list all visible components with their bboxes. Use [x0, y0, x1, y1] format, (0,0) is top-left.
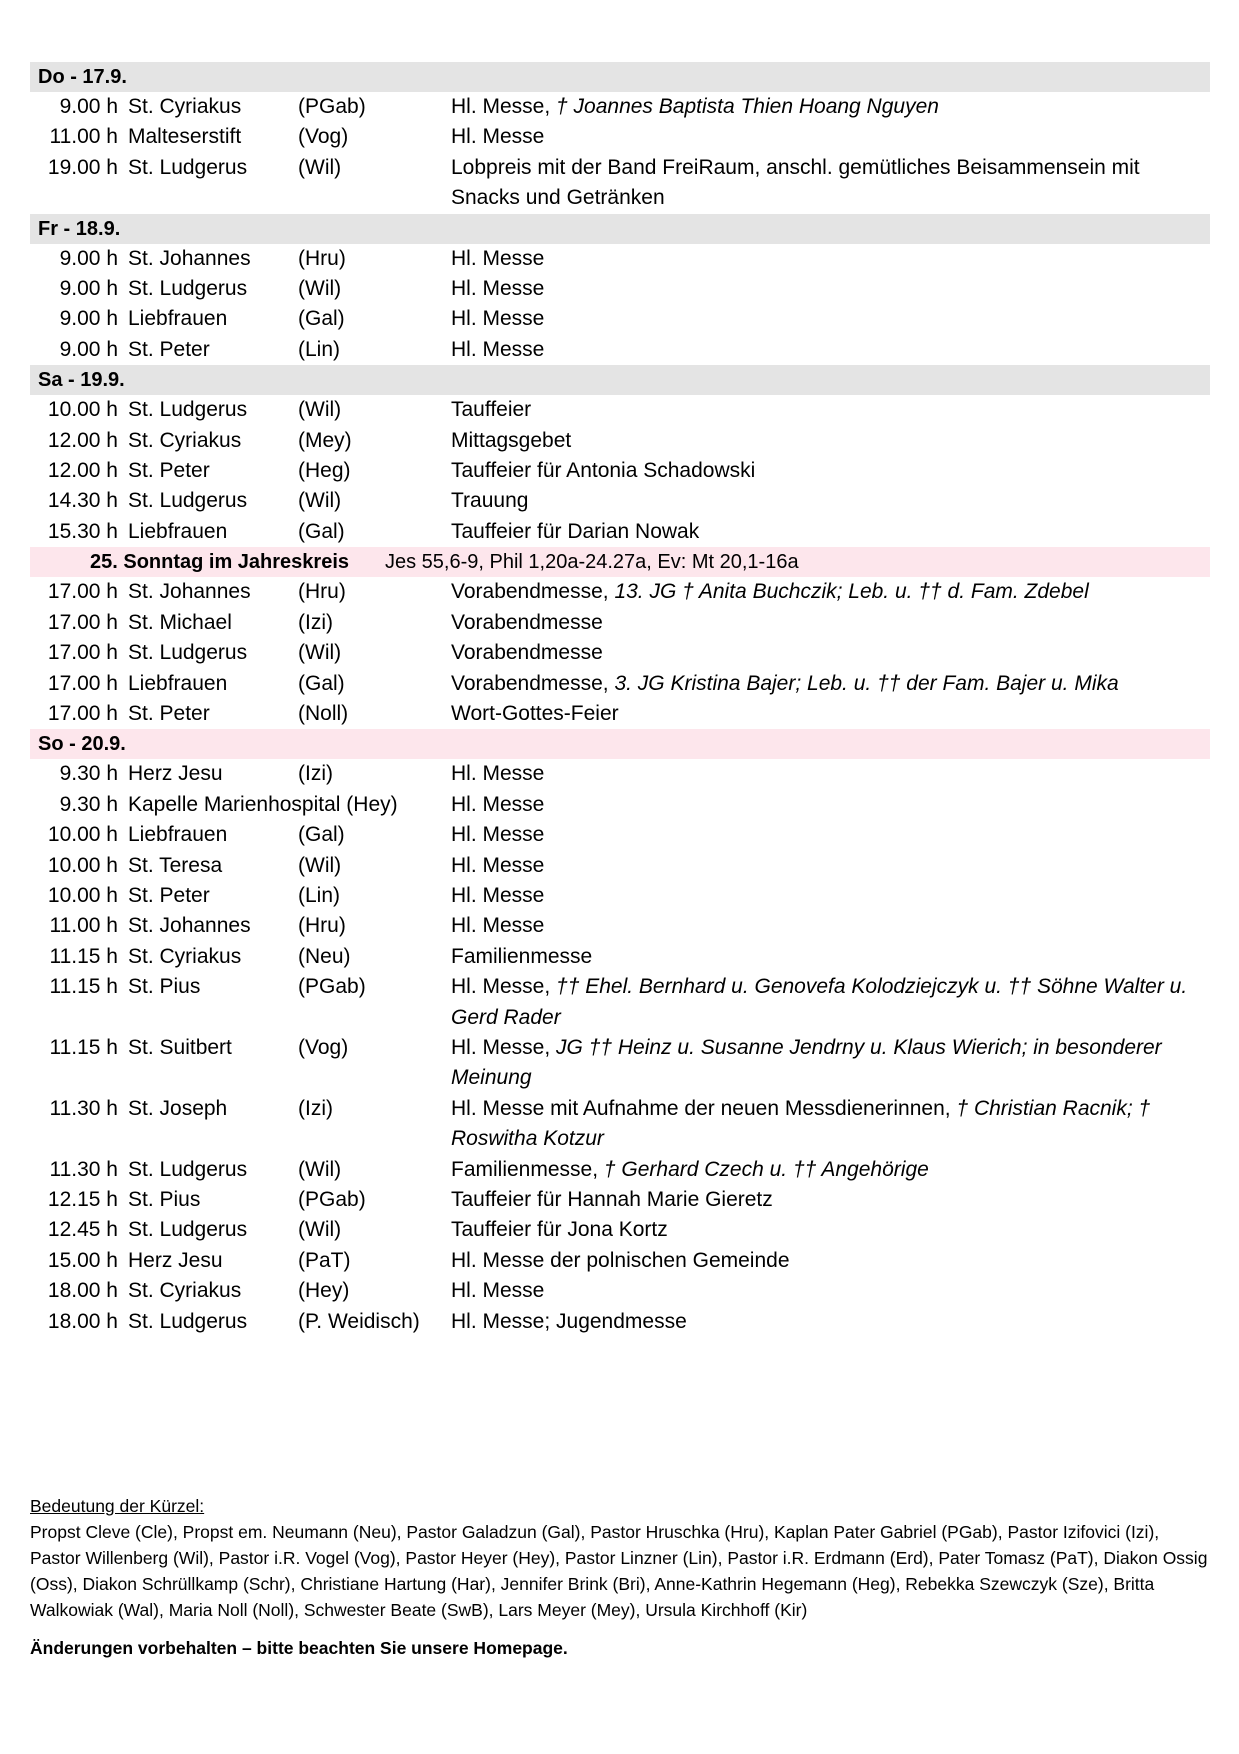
legend [30, 1493, 1210, 1623]
entry-time: 17.00 h [47, 580, 118, 604]
entry-priest: (Hru) [298, 246, 346, 270]
entry-church: St. Cyriakus [128, 1279, 242, 1303]
entry-time: 9.00 h [59, 277, 118, 301]
entry-priest: (Wil) [298, 398, 342, 422]
entry-description [451, 1276, 1210, 1306]
entry-description [451, 1094, 1210, 1155]
entry-priest: (PGab) [298, 95, 366, 118]
entry-service: Familienmesse [451, 944, 593, 968]
entry-time: 10.00 h [47, 883, 118, 907]
entry-church: St. Ludgerus [128, 277, 248, 301]
schedule-entry [30, 1155, 1210, 1185]
entry-priest: (Lin) [298, 337, 341, 361]
entry-service: Trauung [451, 489, 529, 513]
schedule-entry [30, 1215, 1210, 1245]
entry-time: 11.15 h [49, 944, 118, 968]
entry-time: 11.15 h [49, 975, 118, 999]
entry-church: St. Teresa [128, 853, 223, 877]
notice: Änderungen vorbehalten – bitte beachten Sie unsere Homepage. [30, 1638, 568, 1658]
entry-time: 12.00 h [47, 459, 118, 483]
entry-priest: (Izi) [298, 1096, 333, 1120]
entry-description [451, 456, 1210, 486]
entry-intention: JG †† Heinz u. Susanne Jendrny u. Klaus Wierich; in besonderer Meinung [451, 1035, 1162, 1090]
entry-church: St. Michael [128, 610, 232, 634]
entry-service: Hl. Messe, [451, 1035, 551, 1059]
entry-church: St. Ludgerus [128, 398, 248, 422]
entry-church: St. Johannes [128, 914, 251, 938]
entry-church: St. Pius [128, 975, 201, 999]
entry-service: Hl. Messe [451, 914, 545, 938]
entry-service: Hl. Messe [451, 853, 545, 877]
entry-time: 11.30 h [49, 1157, 118, 1181]
entry-time: 17.00 h [47, 641, 118, 665]
entry-church: St. Ludgerus [128, 1218, 248, 1242]
entry-description [451, 244, 1210, 274]
entry-service: Lobpreis mit der Band FreiRaum, anschl. gemütliches Beisammensein mit Snacks und Getränken [451, 155, 1140, 210]
entry-church: St. Peter [128, 459, 210, 483]
entry-service: Vorabendmesse, [451, 671, 609, 695]
entry-description [451, 1185, 1210, 1215]
legend-title: Bedeutung der Kürzel: [30, 1496, 205, 1516]
entry-time: 14.30 h [47, 489, 118, 513]
entry-description [451, 304, 1210, 334]
entry-service: Wort-Gottes-Feier [451, 701, 619, 725]
entry-description [451, 942, 1210, 972]
entry-service: Hl. Messe der polnischen Gemeinde [451, 1248, 790, 1272]
entry-priest: (PGab) [298, 1188, 366, 1211]
entry-service: Tauffeier für Jona Kortz [451, 1218, 668, 1242]
entry-description [451, 638, 1210, 668]
entry-time: 9.00 h [59, 307, 118, 331]
entry-description [451, 486, 1210, 516]
schedule-entry [30, 426, 1210, 456]
entry-church: St. Peter [128, 337, 210, 361]
schedule-entry [30, 1185, 1210, 1215]
entry-time: 17.00 h [47, 610, 118, 634]
schedule-entry [30, 456, 1210, 486]
feast-name: 25. Sonntag im Jahreskreis [90, 551, 350, 574]
entry-service: Hl. Messe [451, 307, 545, 331]
entry-description [451, 426, 1210, 456]
schedule-entry [30, 1033, 1210, 1094]
entry-service: Tauffeier für Antonia Schadowski [451, 459, 756, 483]
entry-priest: (Izi) [298, 610, 333, 634]
entry-church: Herz Jesu [128, 762, 223, 786]
entry-description [451, 153, 1210, 214]
entry-intention: † Christian Racnik; † Roswitha Kotzur [451, 1096, 1151, 1151]
entry-priest: (Wil) [298, 641, 342, 665]
entry-priest: (Gal) [298, 671, 345, 695]
entry-intention: 3. JG Kristina Bajer; Leb. u. †† der Fam. Bajer u. Mika [608, 671, 1119, 695]
entry-intention: †† Ehel. Bernhard u. Genovefa Kolodziejczyk u. †† Söhne Walter u. Gerd Rader [451, 975, 1188, 1029]
schedule-entry [30, 820, 1210, 850]
entry-intention: 13. JG † Anita Buchczik; Leb. u. †† d. Fam. Zdebel [608, 580, 1089, 604]
feast-header [30, 547, 1210, 577]
entry-church: St. Ludgerus [128, 155, 248, 179]
entry-church: St. Peter [128, 701, 210, 725]
entry-intention: † Gerhard Czech u. †† Angehörige [598, 1157, 929, 1181]
entry-description [451, 608, 1210, 638]
entry-description [451, 1307, 1210, 1337]
entry-priest: (Gal) [298, 823, 345, 847]
entry-priest: (Heg) [298, 459, 351, 483]
schedule-entry [30, 942, 1210, 972]
entry-description [451, 1246, 1210, 1276]
entry-priest: (Gal) [298, 307, 345, 331]
entry-priest: (Wil) [298, 489, 342, 513]
entry-church: Liebfrauen [128, 307, 228, 331]
entry-description [451, 92, 1210, 122]
schedule [30, 62, 1210, 1337]
entry-priest: (Wil) [298, 1157, 342, 1181]
entry-service: Hl. Messe [451, 792, 545, 816]
entry-church: St. Cyriakus [128, 944, 242, 968]
entry-church: St. Ludgerus [128, 1157, 248, 1181]
entry-time: 10.00 h [47, 823, 118, 847]
entry-description [451, 972, 1210, 1033]
entry-priest: (Hru) [298, 580, 346, 604]
schedule-entry [30, 1094, 1210, 1155]
schedule-entry [30, 122, 1210, 152]
entry-priest: (PaT) [298, 1248, 351, 1272]
entry-priest: (Izi) [298, 762, 333, 786]
entry-church: St. Cyriakus [128, 95, 242, 118]
entry-description [451, 911, 1210, 941]
schedule-entry [30, 335, 1210, 365]
entry-priest [298, 790, 451, 820]
day-header: Sa - 19.9. [30, 365, 1210, 395]
entry-service: Vorabendmesse [451, 641, 603, 665]
entry-church: St. Joseph [128, 1096, 228, 1120]
schedule-entry [30, 153, 1210, 214]
entry-description [451, 122, 1210, 152]
entry-service: Hl. Messe [451, 277, 545, 301]
entry-service: Hl. Messe [451, 337, 545, 361]
schedule-entry [30, 911, 1210, 941]
entry-service: Familienmesse, [451, 1157, 599, 1181]
entry-church: St. Johannes [128, 580, 251, 604]
entry-service: Vorabendmesse, [451, 580, 609, 604]
entry-church: St. Peter [128, 883, 210, 907]
entry-service: Vorabendmesse [451, 610, 603, 634]
entry-description [451, 577, 1210, 607]
entry-time: 12.45 h [47, 1218, 118, 1242]
entry-church: St. Suitbert [128, 1035, 232, 1059]
schedule-entry [30, 699, 1210, 729]
entry-service: Hl. Messe [451, 823, 545, 847]
entry-time: 18.00 h [47, 1309, 118, 1333]
schedule-entry [30, 395, 1210, 425]
entry-service: Hl. Messe [451, 762, 545, 786]
schedule-entry [30, 790, 1210, 820]
legend-text: Propst Cleve (Cle), Propst em. Neumann (Neu), Pastor Galadzun (Gal), Pastor Hruschka (Hru), Kaplan Pater Gabriel (PGab), Pastor Izifovici (Izi), Pastor Willenberg (Wil), Pastor i.R. Vogel (Vog), Pastor Heyer (Hey), Pastor Linzner (Lin), Pastor i.R. Erdmann (Erd), Pater Tomasz (PaT), Diakon Ossig (Oss), Diakon Schrüllkamp (Schr), Christiane Hartung (Har), Jennifer Brink (Bri), Anne-Kathrin Hegemann (Heg), Rebekka Szewczyk (Sze), Britta Walkowiak (Wal), Maria Noll (Noll), Schwester Beate (SwB), Lars Meyer (Mey), Ursula Kirchhoff (Kir) [30, 1522, 1208, 1620]
entry-church: St. Johannes [128, 246, 251, 270]
entry-church: Liebfrauen [128, 823, 228, 847]
entry-priest: (Noll) [298, 701, 349, 725]
entry-time: 17.00 h [47, 701, 118, 725]
schedule-entry [30, 517, 1210, 547]
entry-priest: (P. Weidisch) [298, 1309, 420, 1333]
entry-description [451, 881, 1210, 911]
schedule-entry [30, 1246, 1210, 1276]
schedule-entry [30, 92, 1210, 122]
entry-service: Mittagsgebet [451, 428, 572, 452]
entry-priest: (Gal) [298, 519, 345, 543]
entry-time: 10.00 h [47, 853, 118, 877]
schedule-entry [30, 608, 1210, 638]
entry-description [451, 517, 1210, 547]
entry-description [451, 759, 1210, 789]
entry-time: 15.30 h [47, 519, 118, 543]
schedule-entry [30, 759, 1210, 789]
entry-service: Tauffeier [451, 398, 532, 422]
entry-time: 19.00 h [47, 155, 118, 179]
entry-time: 17.00 h [47, 671, 118, 695]
entry-description [451, 669, 1210, 699]
entry-time: 10.00 h [47, 398, 118, 422]
entry-priest: (PGab) [298, 975, 366, 999]
entry-church: St. Ludgerus [128, 489, 248, 513]
schedule-entry [30, 486, 1210, 516]
entry-priest: (Neu) [298, 944, 351, 968]
schedule-entry [30, 274, 1210, 304]
entry-time: 12.00 h [47, 428, 118, 452]
feast-readings: Jes 55,6-9, Phil 1,20a-24.27a, Ev: Mt 20,1-16a [385, 551, 799, 574]
entry-service: Hl. Messe, [451, 975, 551, 999]
entry-church: Kapelle Marienhospital (Hey) [128, 792, 398, 816]
entry-service: Tauffeier für Darian Nowak [451, 519, 700, 543]
entry-description [451, 395, 1210, 425]
entry-church: St. Pius [128, 1188, 201, 1211]
schedule-entry [30, 244, 1210, 274]
entry-priest: (Vog) [298, 125, 349, 149]
entry-priest: (Wil) [298, 1218, 342, 1242]
day-header: Do - 17.9. [30, 62, 1210, 92]
entry-service: Hl. Messe, [451, 95, 551, 118]
entry-service: Hl. Messe [451, 246, 545, 270]
entry-description [451, 820, 1210, 850]
entry-priest: (Wil) [298, 277, 342, 301]
entry-description [451, 1215, 1210, 1245]
entry-service: Hl. Messe; Jugendmesse [451, 1309, 687, 1333]
entry-intention: † Joannes Baptista Thien Hoang Nguyen [550, 95, 939, 118]
entry-time: 11.30 h [49, 1096, 118, 1120]
schedule-entry [30, 1307, 1210, 1337]
entry-description [451, 790, 1210, 820]
schedule-entry [30, 1276, 1210, 1306]
entry-priest: (Wil) [298, 853, 342, 877]
entry-description [451, 1033, 1210, 1094]
entry-church: Malteserstift [128, 125, 242, 149]
schedule-entry [30, 304, 1210, 334]
entry-description [451, 335, 1210, 365]
entry-priest: (Wil) [298, 155, 342, 179]
day-header: So - 20.9. [30, 729, 1210, 759]
entry-church: Liebfrauen [128, 671, 228, 695]
entry-priest: (Hru) [298, 914, 346, 938]
entry-priest: (Mey) [298, 428, 352, 452]
entry-time: 9.00 h [59, 246, 118, 270]
entry-time: 15.00 h [47, 1248, 118, 1272]
entry-time: 12.15 h [47, 1188, 118, 1211]
entry-church: Liebfrauen [128, 519, 228, 543]
entry-time: 18.00 h [47, 1279, 118, 1303]
entry-time: 11.15 h [49, 1035, 118, 1059]
entry-time: 9.00 h [59, 95, 118, 118]
entry-time: 9.30 h [59, 792, 118, 816]
schedule-entry [30, 669, 1210, 699]
entry-service: Hl. Messe mit Aufnahme der neuen Messdienerinnen, [451, 1096, 951, 1120]
schedule-entry [30, 577, 1210, 607]
entry-service: Hl. Messe [451, 125, 545, 149]
entry-description [451, 1155, 1210, 1185]
entry-time: 9.00 h [59, 337, 118, 361]
entry-priest: (Lin) [298, 883, 341, 907]
schedule-entry [30, 638, 1210, 668]
schedule-entry [30, 881, 1210, 911]
day-header: Fr - 18.9. [30, 214, 1210, 244]
entry-description [451, 851, 1210, 881]
entry-church: St. Ludgerus [128, 641, 248, 665]
entry-priest: (Hey) [298, 1279, 350, 1303]
entry-description [451, 274, 1210, 304]
entry-priest: (Vog) [298, 1035, 349, 1059]
entry-time: 11.00 h [49, 125, 118, 149]
schedule-entry [30, 851, 1210, 881]
entry-service: Tauffeier für Hannah Marie Gieretz [451, 1188, 773, 1211]
entry-time: 9.30 h [59, 762, 118, 786]
entry-church: St. Cyriakus [128, 428, 242, 452]
entry-service: Hl. Messe [451, 883, 545, 907]
entry-church: St. Ludgerus [128, 1309, 248, 1333]
entry-time: 11.00 h [49, 914, 118, 938]
schedule-entry [30, 972, 1210, 1033]
entry-description [451, 699, 1210, 729]
entry-service: Hl. Messe [451, 1279, 545, 1303]
entry-church: Herz Jesu [128, 1248, 223, 1272]
